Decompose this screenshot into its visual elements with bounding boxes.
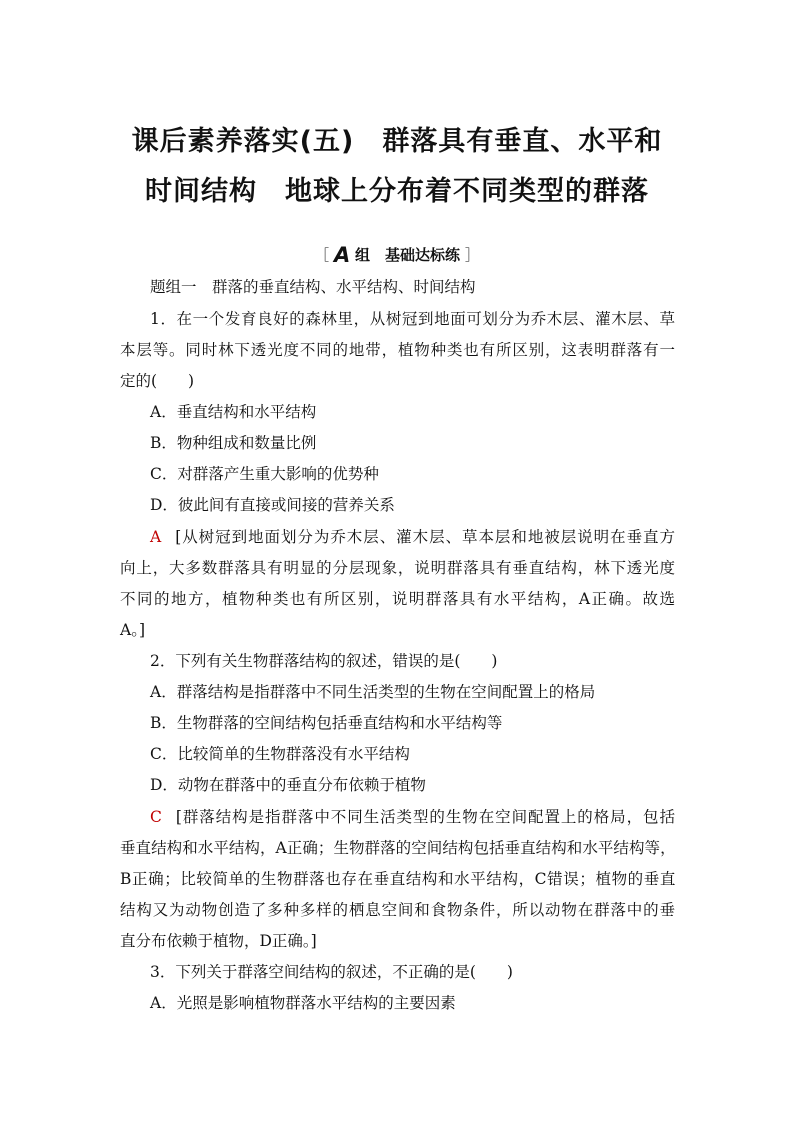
q1-option-b: B．物种组成和数量比例 [150, 434, 317, 452]
q2-option-a: A．群落结构是指群落中不同生活类型的生物在空间配置上的格局 [150, 683, 596, 701]
group-heading [0, 243, 794, 267]
q1-option-c: C．对群落产生重大影响的优势种 [150, 465, 379, 483]
q2-explanation-line-4: 结构又为动物创造了多种多样的栖息空间和食物条件，所以动物在群落中的垂 [120, 901, 675, 919]
q1-answer-line-1 [150, 526, 675, 548]
q2-explanation-line-1: [群落结构是指群落中不同生活类型的生物在空间配置上的格局，包括 [175, 808, 675, 826]
q1-stem-line-1: 1．在一个发育良好的森林里，从树冠到地面可划分为乔木层、灌木层、草 [150, 310, 675, 328]
q2-option-c: C．比较简单的生物群落没有水平结构 [150, 745, 410, 763]
page-title-line-1: 课后素养落实(五) 群落具有垂直、水平和 [131, 126, 663, 157]
group-mark: A [333, 243, 351, 267]
q2-explanation-line-3: B正确；比较简单的生物群落也存在垂直结构和水平结构，C错误；植物的垂直 [120, 870, 675, 888]
q3-stem: 3．下列关于群落空间结构的叙述，不正确的是( ) [150, 963, 513, 981]
q1-explanation-line-4: A。] [120, 621, 145, 639]
q2-explanation-line-2: 垂直结构和水平结构，A正确；生物群落的空间结构包括垂直结构和水平结构等， [120, 839, 675, 857]
q1-option-a: A．垂直结构和水平结构 [150, 403, 317, 421]
q2-answer-letter: C [150, 808, 162, 826]
q2-option-d: D．动物在群落中的垂直分布依赖于植物 [150, 776, 426, 794]
q3-option-a: A．光照是影响植物群落水平结构的主要因素 [150, 994, 456, 1012]
q2-option-b: B．生物群落的空间结构包括垂直结构和水平结构等 [150, 714, 503, 732]
section-heading: 题组一 群落的垂直结构、水平结构、时间结构 [150, 278, 476, 296]
bracket-close: ］ [464, 246, 480, 264]
group-label: 组 基础达标练 [355, 246, 461, 264]
q1-option-d: D．彼此间有直接或间接的营养关系 [150, 496, 395, 514]
q1-answer-letter: A [150, 528, 162, 546]
q1-explanation-line-1: [从树冠到地面划分为乔木层、灌木层、草本层和地被层说明在垂直方 [175, 528, 675, 546]
q1-explanation-line-3: 不同的地方，植物种类也有所区别，说明群落具有水平结构，A正确。故选 [120, 590, 675, 608]
q2-stem: 2．下列有关生物群落结构的叙述，错误的是( ) [150, 652, 498, 670]
q1-stem-line-3: 定的( ) [120, 372, 195, 390]
q1-explanation-line-2: 向上，大多数群落具有明显的分层现象，说明群落具有垂直结构，林下透光度 [120, 559, 675, 577]
q1-stem-line-2: 本层等。同时林下透光度不同的地带，植物种类也有所区别，这表明群落有一 [120, 341, 675, 359]
q2-answer-line-1 [150, 806, 675, 828]
bracket-open: ［ [314, 246, 330, 264]
page-title-line-2: 时间结构 地球上分布着不同类型的群落 [145, 176, 649, 207]
q2-explanation-line-5: 直分布依赖于植物，D正确。] [120, 932, 317, 950]
